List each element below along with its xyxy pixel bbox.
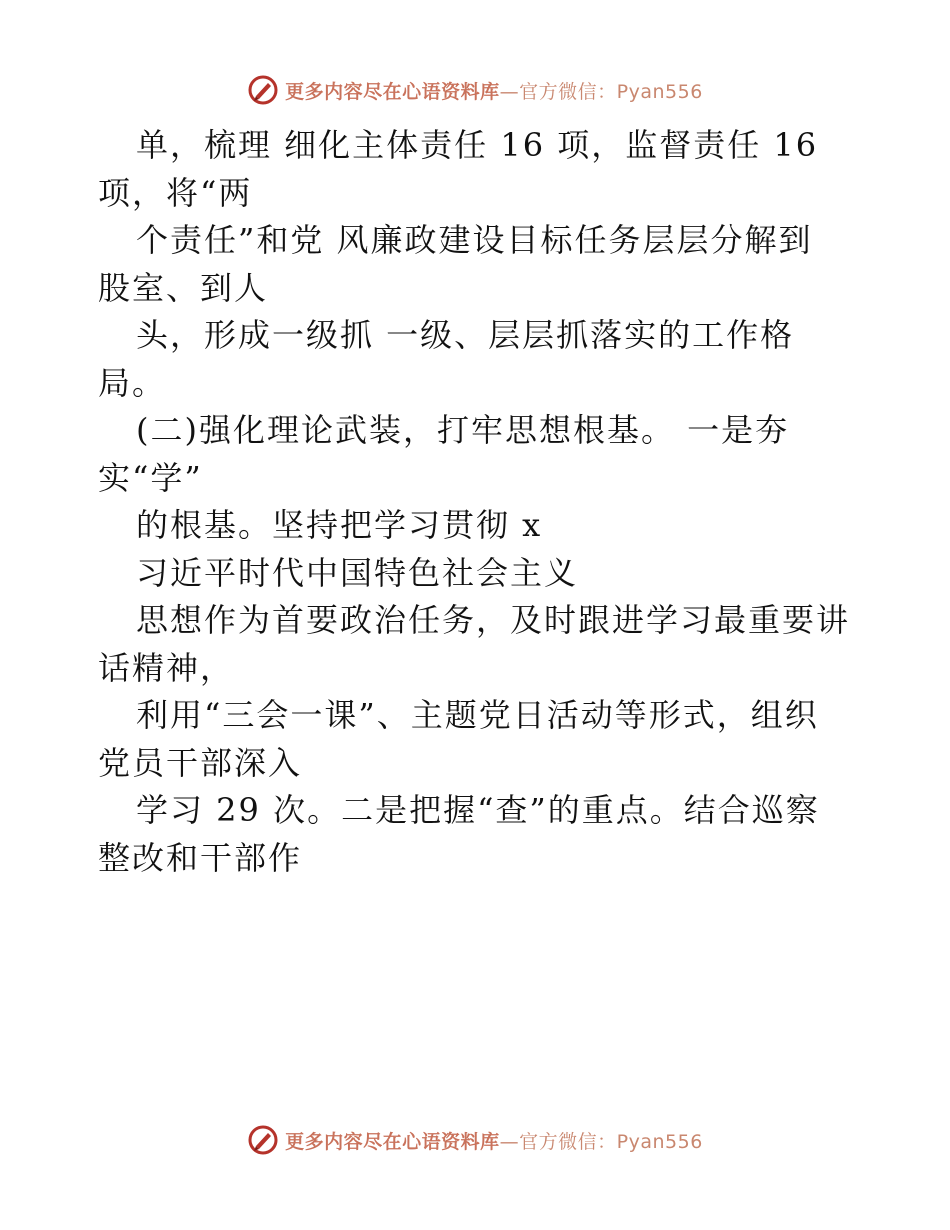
text-line-15: 学习 29 次。二是把握“查”的重点。结合巡察 <box>136 791 820 829</box>
banner-separator: — <box>499 1130 520 1153</box>
text-line-9: 的根基。坚持把学习贯彻 x <box>136 506 543 544</box>
text-line-16: 整改和干部作 <box>98 838 303 877</box>
text-line-13: 利用“三会一课”、主题党日活动等形式，组织 <box>136 696 819 734</box>
text-line-1: 单，梳理 细化主体责任 16 项，监督责任 16 <box>136 126 819 164</box>
banner-separator: — <box>499 80 520 103</box>
text-line-3: 个责任”和党 风廉政建设目标任务层层分解到 <box>136 221 813 259</box>
header-watermark-banner <box>0 70 950 110</box>
banner-text <box>285 77 703 104</box>
banner-site-name: 更多内容尽在心语资料库 <box>285 80 500 103</box>
text-line-6: 局。 <box>98 363 167 402</box>
footer-watermark-banner <box>0 1120 950 1160</box>
document-body <box>98 122 858 882</box>
text-line-4: 股室、到人 <box>98 268 269 307</box>
text-line-10: 习近平时代中国特色社会主义 <box>136 553 579 592</box>
text-line-11: 思想作为首要政治任务，及时跟进学习最重要讲 <box>136 601 851 639</box>
text-line-7: (二)强化理论武装，打牢思想根基。 一是夯 <box>136 411 790 449</box>
text-line-8: 实“学” <box>98 458 203 497</box>
text-line-2: 项，将“两 <box>98 173 253 212</box>
banner-site-name: 更多内容尽在心语资料库 <box>285 1130 500 1153</box>
banner-text <box>285 1127 703 1154</box>
text-line-12: 话精神， <box>98 648 235 687</box>
text-line-5: 头，形成一级抓 一级、层层抓落实的工作格 <box>136 316 795 354</box>
text-line-14: 党员干部深入 <box>98 743 303 782</box>
pen-logo-icon <box>247 1124 279 1156</box>
pen-logo-icon <box>247 74 279 106</box>
banner-wechat: 官方微信：Pyan556 <box>519 80 703 103</box>
banner-wechat: 官方微信：Pyan556 <box>519 1130 703 1153</box>
